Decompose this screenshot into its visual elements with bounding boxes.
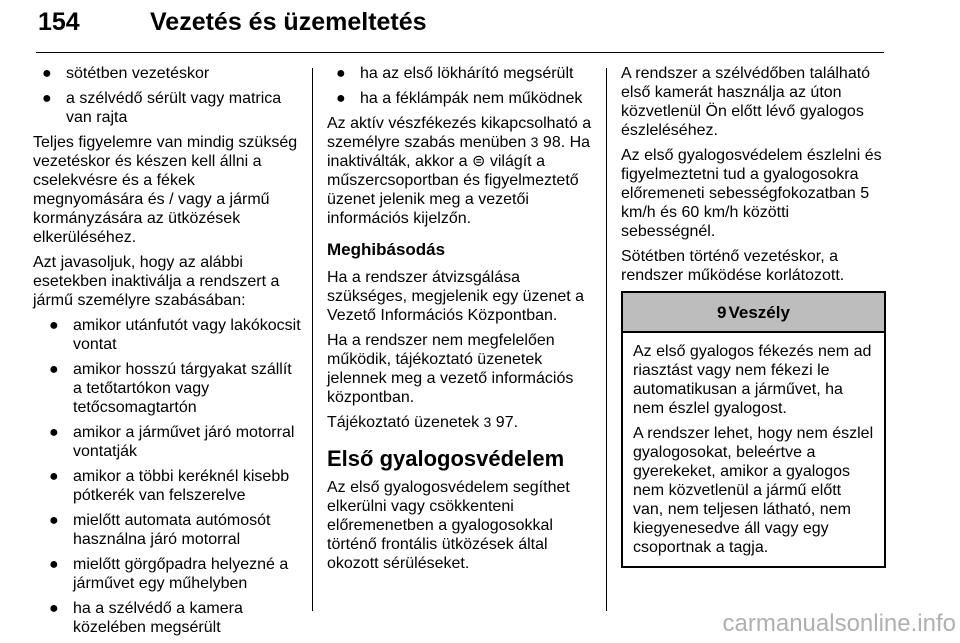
- bullet-icon: ●: [49, 424, 59, 441]
- section-heading: Első gyalogosvédelem: [327, 446, 565, 471]
- bullet-icon: ●: [49, 556, 59, 573]
- list-item: ● amikor a járművet járó motorral vontatják: [49, 424, 295, 460]
- column-middle: [327, 64, 592, 579]
- paragraph: Ha a rendszer átvizsgálása szükséges, megjelenik egy üzenet a Vezető Információs Központban.: [327, 269, 585, 324]
- bullet-icon: ●: [49, 468, 59, 485]
- paragraph: Az első gyalogosvédelem észlelni és figyelmeztetni tud a gyalogosokra előremeneti sebességfokozatban 5 km/h és 60 km/h közötti sebességnél.: [621, 147, 882, 240]
- bullet-icon: ●: [42, 90, 52, 107]
- bullet-icon: ●: [49, 317, 59, 334]
- column-divider: [606, 68, 607, 611]
- pedestrian-off-icon: ⊜: [471, 153, 486, 170]
- warning-title: Veszély: [728, 302, 790, 322]
- paragraph: Sötétben történő vezetéskor, a rendszer működése korlátozott.: [621, 248, 845, 284]
- paragraph: Azt javasoljuk, hogy az alábbi esetekben inaktiválja a rendszert a jármű személyre szabásában:: [33, 254, 280, 309]
- page-ref-arrow-icon: 3: [530, 134, 539, 150]
- list-item: ● mielőtt automata autómosót használna járó motorral: [49, 512, 271, 548]
- list-item: ● amikor hosszú tárgyakat szállít a tetőtartókon vagy tetőcsomagtartón: [49, 361, 292, 416]
- column-right: [621, 64, 886, 568]
- page-ref: 97: [495, 414, 514, 431]
- bullet-icon: ●: [336, 90, 346, 107]
- paragraph: Az első gyalogosvédelem segíthet elkerülni vagy csökkenteni előremenetben a gyalogosokkal történő frontális ütközések által okozott sérüléseket.: [327, 479, 570, 572]
- paragraph: Az aktív vészfékezés kikapcsolható a személyre szabás menüben 3 98. Ha inaktiválták, akkor a ⊜ világít a műszercsoportban és figyelmeztető üzenet jelenik meg a vezetői információs kijelzőn.: [327, 115, 592, 227]
- column-divider: [312, 68, 313, 611]
- watermark: carmanualsonline.info: [722, 610, 956, 637]
- page-header: [36, 0, 884, 53]
- page-ref-arrow-icon: 3: [483, 414, 492, 430]
- bullet-icon: ●: [42, 65, 52, 82]
- paragraph: Teljes figyelemre van mindig szükség vezetéskor és készen kell állni a cselekvésre és a fékek megnyomására és / vagy a jármű kormányzására az ütközések elkerüléséhez.: [33, 134, 298, 246]
- bullet-icon: ●: [336, 65, 346, 82]
- bullet-icon: ●: [49, 361, 59, 378]
- bullet-list: [33, 316, 301, 637]
- list-item: ● sötétben vezetéskor: [42, 65, 210, 82]
- paragraph: Tájékoztató üzenetek 3 97.: [327, 414, 519, 431]
- list-item: ● ha a szélvédő a kamera közelében megsérült: [49, 600, 243, 636]
- subheading: Meghibásodás: [327, 240, 446, 259]
- page-ref: 98: [542, 134, 561, 151]
- warning-icon: 9: [717, 302, 727, 322]
- list-item: ● amikor utánfutót vagy lakókocsit vontat: [49, 317, 301, 353]
- list-item: ● amikor a többi keréknél kisebb pótkerék van felszerelve: [49, 468, 290, 504]
- paragraph: Az első gyalogos fékezés nem ad riasztást vagy nem fékezi le automatikusan a járművet, ha nem észlel gyalogost.: [633, 343, 872, 417]
- list-item: ● ha a féklámpák nem működnek: [336, 90, 583, 107]
- list-item: ● ha az első lökhárító megsérült: [336, 65, 574, 82]
- warning-body: [623, 333, 884, 566]
- paragraph: A rendszer lehet, hogy nem észlel gyalogosokat, beleértve a gyerekeket, amikor a gyalogos nem közvetlenül a jármű előtt van, nem teljesen látható, nem kiegyenesedve áll vagy egy csoportnak a tagja.: [633, 425, 874, 556]
- warning-box: [621, 291, 886, 568]
- page-number: 154: [38, 8, 80, 36]
- list-item: ● mielőtt görgőpadra helyezné a járművet egy műhelyben: [49, 556, 289, 592]
- paragraph: A rendszer a szélvédőben található első kamerát használja az úton közvetlenül Ön előtt lévő gyalogos észleléséhez.: [621, 65, 871, 139]
- warning-header: [623, 293, 884, 333]
- paragraph: Ha a rendszer nem megfelelően működik, tájékoztató üzenetek jelennek meg a vezető információs központban.: [327, 332, 574, 406]
- bullet-list: [327, 64, 592, 108]
- page-title: Vezetés és üzemeltetés: [150, 8, 427, 36]
- bullet-icon: ●: [49, 512, 59, 529]
- bullet-list: [33, 64, 301, 127]
- bullet-icon: ●: [49, 600, 59, 617]
- list-item: ● a szélvédő sérült vagy matrica van rajta: [42, 90, 282, 126]
- column-left: [33, 64, 301, 643]
